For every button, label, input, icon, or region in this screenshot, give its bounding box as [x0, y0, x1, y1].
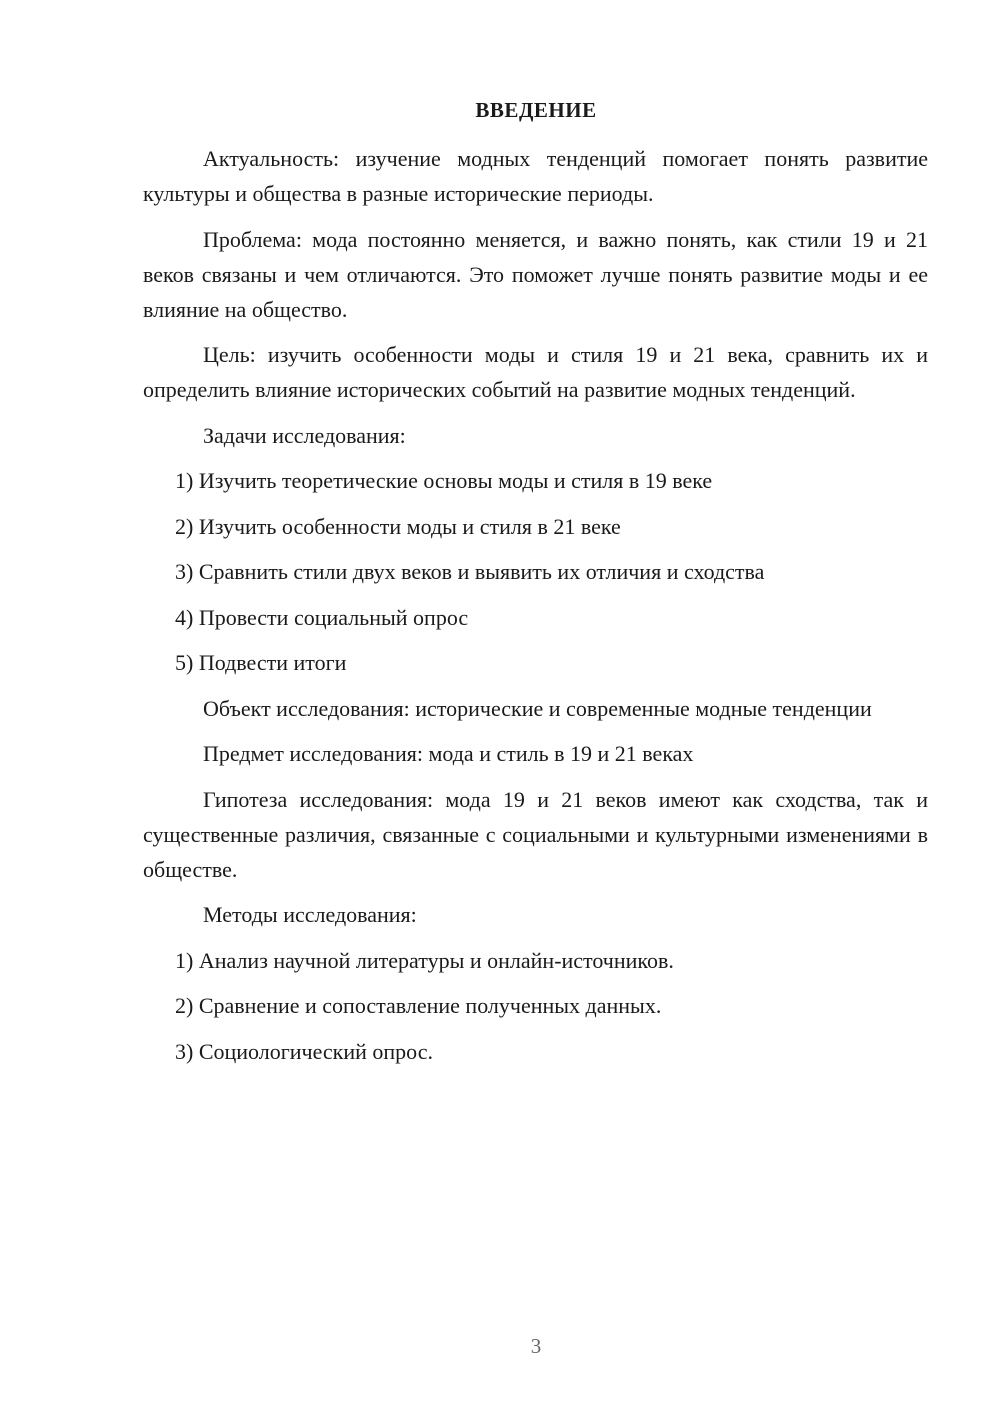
problem-paragraph: Проблема: мода постоянно меняется, и важно понять, как стили 19 и 21 веков связаны и чем отличаются. Это поможет лучше понять развитие моды и ее влияние на общество.	[143, 226, 928, 322]
task-item: 2) Изучить особенности моды и стиля в 21 веке	[175, 513, 621, 539]
task-item: 1) Изучить теоретические основы моды и стиля в 19 веке	[175, 468, 713, 493]
task-item: 5) Подвести итоги	[175, 650, 347, 675]
method-item: 2) Сравнение и сопоставление полученных данных.	[175, 993, 662, 1018]
object-paragraph: Объект исследования: исторические и современные модные тенденции	[203, 695, 872, 721]
task-item: 4) Провести социальный опрос	[175, 604, 469, 630]
tasks-heading: Задачи исследования:	[203, 422, 406, 448]
method-item: 3) Социологический опрос.	[175, 1038, 433, 1064]
methods-heading: Методы исследования:	[203, 902, 417, 927]
hypothesis-paragraph: Гипотеза исследования: мода 19 и 21 веков имеют как сходства, так и существенные различия, связанные с социальными и культурными изменениями в обществе.	[143, 786, 928, 882]
goal-paragraph: Цель: изучить особенности моды и стиля 19 и 21 века, сравнить их и определить влияние исторических событий на развитие модных тенденций.	[143, 342, 928, 402]
method-item: 1) Анализ научной литературы и онлайн-источников.	[175, 947, 674, 973]
page-number: 3	[530, 1334, 542, 1358]
subject-paragraph: Предмет исследования: мода и стиль в 19 и 21 веках	[203, 741, 694, 766]
document-body	[143, 141, 928, 1079]
task-item: 3) Сравнить стили двух веков и выявить их отличия и сходства	[175, 559, 765, 584]
relevance-paragraph: Актуальность: изучение модных тенденций помогает понять развитие культуры и общества в разные исторические периоды.	[143, 146, 928, 206]
section-title: ВВЕДЕНИЕ	[475, 98, 597, 122]
